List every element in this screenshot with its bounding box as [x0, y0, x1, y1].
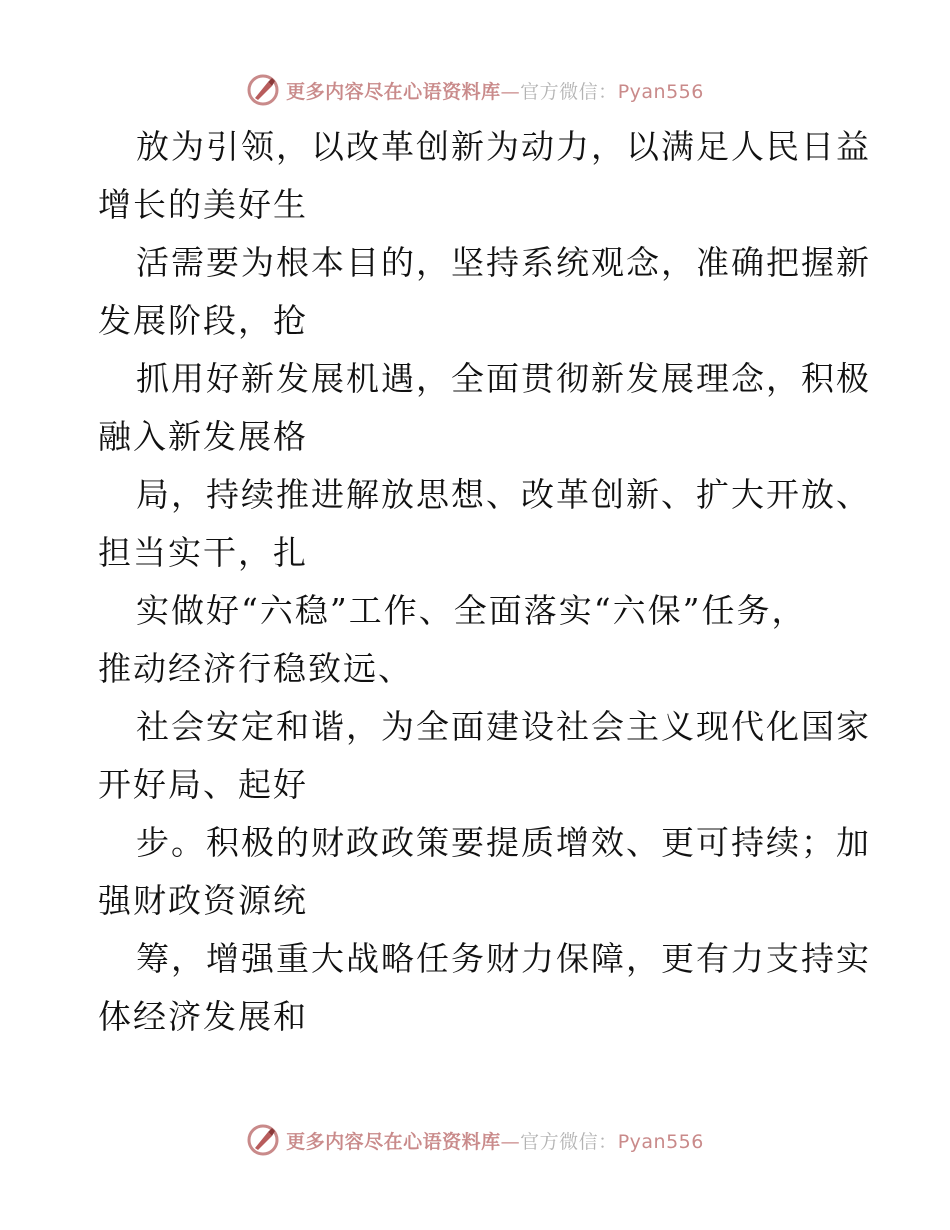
- watermark-brand: 更多内容尽在心语资料库: [286, 80, 501, 103]
- text-line: 局，持续推进解放思想、改革创新、扩大开放、: [136, 475, 871, 514]
- header-watermark: [0, 70, 950, 110]
- text-line: 放为引领，以改革创新为动力，以满足人民日益: [136, 127, 871, 166]
- text-line: 增长的美好生: [98, 185, 308, 224]
- text-line: 社会安定和谐，为全面建设社会主义现代化国家: [136, 707, 871, 746]
- watermark-text: [286, 1127, 704, 1154]
- text-line: 担当实干，扎: [98, 533, 308, 572]
- text-line: 开好局、起好: [98, 765, 308, 804]
- text-line: 发展阶段，抢: [98, 301, 308, 340]
- watermark-label: 官方微信：: [520, 1130, 618, 1153]
- pen-nib-logo-icon: [246, 73, 280, 107]
- text-line: 筹，增强重大战略任务财力保障，更有力支持实: [136, 939, 871, 978]
- text-line: 抓用好新发展机遇，全面贯彻新发展理念，积极: [136, 359, 871, 398]
- text-line: 推动经济行稳致远、: [98, 649, 413, 688]
- watermark-label: 官方微信：: [520, 80, 618, 103]
- watermark-text: [286, 77, 704, 104]
- pen-nib-logo-icon: [246, 1123, 280, 1157]
- text-line: 体经济发展和: [98, 997, 308, 1036]
- text-line: 强财政资源统: [98, 881, 308, 920]
- text-line: 融入新发展格: [98, 417, 308, 456]
- watermark-id: Pyan556: [617, 1130, 704, 1153]
- text-line: 实做好“六稳”工作、全面落实“六保”任务，: [136, 591, 807, 630]
- document-body: [98, 118, 871, 1046]
- watermark-brand: 更多内容尽在心语资料库: [286, 1130, 501, 1153]
- text-line: 步。积极的财政政策要提质增效、更可持续；加: [136, 823, 871, 862]
- footer-watermark: [0, 1120, 950, 1160]
- watermark-id: Pyan556: [617, 80, 704, 103]
- text-line: 活需要为根本目的，坚持系统观念，准确把握新: [136, 243, 871, 282]
- watermark-separator: —: [500, 80, 521, 103]
- watermark-separator: —: [500, 1130, 521, 1153]
